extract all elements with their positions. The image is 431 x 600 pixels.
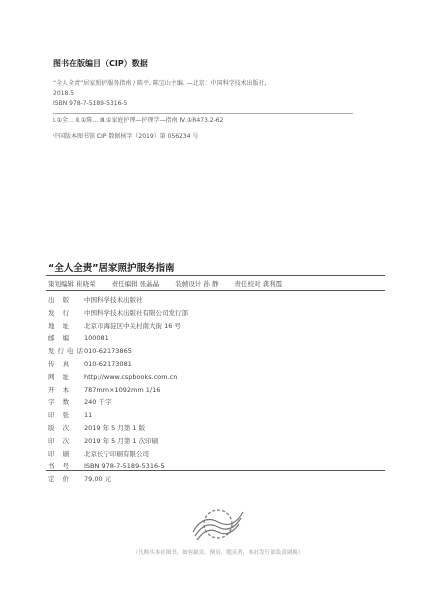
info-row	[48, 435, 188, 448]
editor-item: 责任编辑 张晶晶	[111, 280, 160, 288]
info-label: 版 次	[48, 423, 73, 432]
info-label: 定 价	[48, 475, 73, 484]
info-value: 北京市海淀区中关村南大街 16 号	[84, 321, 181, 330]
info-value: 787mm×1092mm 1/16	[84, 385, 161, 394]
info-row	[48, 422, 188, 435]
divider-mid	[46, 290, 385, 291]
info-value: 11	[84, 411, 93, 420]
info-label: 发行电话	[48, 347, 86, 356]
editor-item: 装帧设计 孙 静	[175, 280, 219, 288]
info-row	[48, 473, 188, 486]
info-label: 邮 编	[48, 334, 73, 343]
info-value: 中国科学技术出版社有限公司发行部	[84, 308, 188, 317]
info-row	[48, 345, 188, 358]
publisher-logo-icon	[183, 502, 253, 550]
info-label: 字 数	[48, 398, 73, 407]
cip-divider	[53, 113, 353, 114]
cip-block	[53, 58, 393, 142]
info-value: 2019 年 5 月第 1 次印刷	[84, 436, 159, 445]
info-row	[48, 294, 188, 307]
editor-item: 责任校对 龚利霞	[234, 280, 283, 288]
info-label: 网 址	[48, 372, 73, 381]
publication-info	[48, 294, 188, 486]
cip-title: 图书在版编目（CIP）数据	[53, 59, 148, 68]
info-row	[48, 371, 188, 384]
info-value: 79.00 元	[84, 475, 112, 484]
info-label: 传 真	[48, 359, 73, 368]
info-value: 100081	[84, 334, 109, 343]
cip-line: “全人全责”居家照护服务指南 / 陈平, 陈宝山主编. —北京：中国科学技术出版社,	[53, 80, 267, 87]
info-value: 010-62173865	[84, 347, 132, 356]
cip-line: Ⅰ.①全… Ⅱ.①陈… Ⅲ.①家庭护理—护理学—指南 Ⅳ.①R473.2-62	[53, 117, 224, 124]
info-value: 010-62173081	[84, 359, 132, 368]
book-title: “全人全责”居家照护服务指南	[48, 263, 175, 274]
divider-bottom	[46, 470, 385, 471]
editors-row	[48, 279, 296, 288]
info-label: 印 张	[48, 411, 73, 420]
info-row	[48, 460, 188, 473]
info-label: 出 版	[48, 296, 73, 304]
logo-caption: （凡购买本社图书，如有缺页、倒页、脱页者，本社发行部负责调换）	[132, 550, 304, 556]
info-value: 2019 年 5 月第 1 版	[84, 423, 146, 432]
info-row	[48, 448, 188, 461]
cip-line: 2018.5	[53, 90, 74, 97]
info-label: 印 刷	[48, 449, 73, 458]
editor-item: 策划编辑 崔晓荣	[48, 280, 96, 288]
info-label: 开 本	[48, 385, 73, 394]
info-label: 书 号	[48, 462, 73, 471]
info-value: http://www.cspbooks.com.cn	[84, 372, 178, 381]
info-row	[48, 358, 188, 371]
info-row	[48, 307, 188, 320]
info-row	[48, 409, 188, 422]
info-value: 中国科学技术出版社	[84, 296, 143, 304]
info-value: 240 千字	[84, 398, 112, 407]
info-label: 发 行	[48, 308, 73, 317]
info-label: 印 次	[48, 436, 73, 445]
info-row	[48, 396, 188, 409]
info-row	[48, 320, 188, 333]
info-row	[48, 384, 188, 397]
info-value: 北京长宁印刷有限公司	[84, 449, 149, 458]
info-row	[48, 332, 188, 345]
info-value: ISBN 978-7-5189-5316-5	[84, 462, 165, 471]
info-label: 地 址	[48, 321, 73, 330]
cip-line: ISBN 978-7-5189-5316-5	[53, 100, 128, 107]
divider-top	[46, 275, 385, 276]
cip-record: 中国版本图书馆 CIP 数据核字（2019）第 056234 号	[53, 133, 199, 140]
